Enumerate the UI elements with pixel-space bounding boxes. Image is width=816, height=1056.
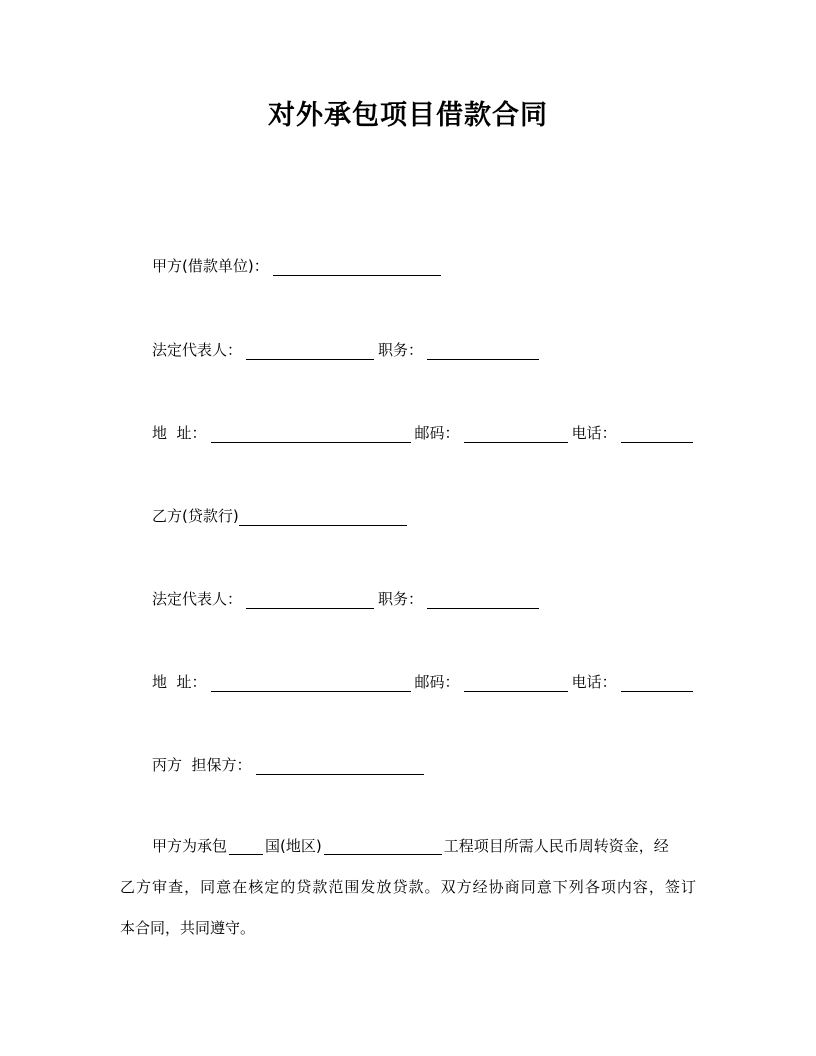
intro-line-2	[120, 867, 700, 908]
party-b-phone-label: 电话：	[571, 673, 617, 691]
party-a-postcode-blank[interactable]	[464, 424, 568, 443]
party-b-rep-line	[152, 587, 543, 611]
party-b-rep-label: 法定代表人：	[152, 590, 243, 608]
intro-line-3	[120, 908, 700, 949]
party-a-address-line	[152, 421, 697, 445]
party-a-phone-label: 电话：	[571, 424, 617, 442]
party-a-position-blank[interactable]	[427, 341, 539, 360]
party-a-address-blank[interactable]	[211, 424, 411, 443]
party-a-blank[interactable]	[273, 257, 441, 276]
party-a-rep-line	[152, 338, 543, 362]
party-c-line	[152, 753, 428, 777]
party-a-position-label: 职务：	[378, 341, 424, 359]
intro-text-3: 工程项目所需人民币周转资金，经	[443, 837, 669, 855]
party-a-postcode-label: 邮码：	[414, 424, 460, 442]
party-a-line	[152, 254, 445, 278]
intro-text-line-2: 乙方审查，同意在核定的贷款范围发放贷款。双方经协商同意下列各项内容，签订	[120, 878, 696, 896]
party-c-label: 丙方 担保方：	[152, 756, 252, 774]
party-b-postcode-label: 邮码：	[414, 673, 460, 691]
party-a-rep-blank[interactable]	[246, 341, 374, 360]
party-b-rep-blank[interactable]	[246, 590, 374, 609]
party-b-phone-blank[interactable]	[621, 673, 693, 692]
intro-line-1	[120, 826, 700, 867]
party-a-rep-label: 法定代表人：	[152, 341, 243, 359]
party-a-label: 甲方(借款单位)：	[152, 257, 269, 275]
intro-text-line-3: 本合同，共同遵守。	[120, 919, 256, 937]
party-b-address-line	[152, 670, 697, 694]
party-b-postcode-blank[interactable]	[464, 673, 568, 692]
document-title: 对外承包项目借款合同	[268, 100, 548, 131]
intro-text-1: 甲方为承包	[152, 837, 228, 855]
party-a-phone-blank[interactable]	[621, 424, 693, 443]
intro-paragraph	[120, 826, 700, 949]
project-blank[interactable]	[324, 836, 442, 855]
party-b-label: 乙方(贷款行)	[152, 507, 239, 525]
party-b-address-blank[interactable]	[211, 673, 411, 692]
party-b-blank[interactable]	[239, 507, 407, 526]
party-a-address-label: 地 址：	[152, 424, 207, 442]
party-b-position-blank[interactable]	[427, 590, 539, 609]
country-blank[interactable]	[229, 836, 263, 855]
party-b-line	[152, 504, 411, 528]
party-c-blank[interactable]	[256, 756, 424, 775]
intro-text-2: 国(地区)	[265, 837, 322, 855]
party-b-position-label: 职务：	[378, 590, 424, 608]
party-b-address-label: 地 址：	[152, 673, 207, 691]
